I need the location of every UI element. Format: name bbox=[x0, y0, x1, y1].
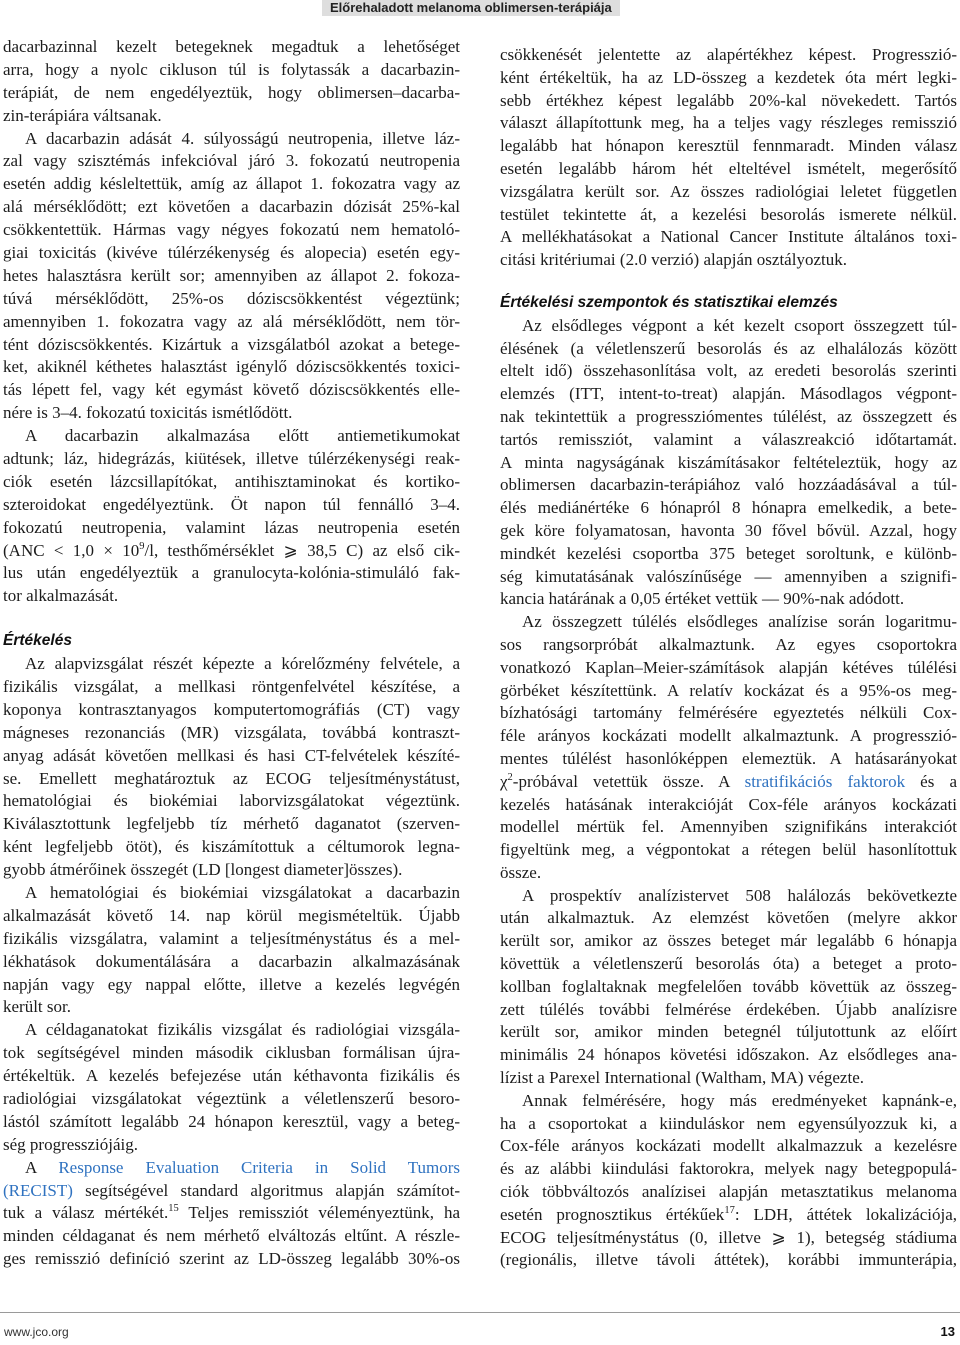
text-line: sos rangsorpróbát alkalmaztunk. Az egyes csoportokra bbox=[500, 634, 957, 654]
inline-link[interactable]: (RECIST) bbox=[3, 1180, 73, 1200]
text-line: tor alkalmazását. bbox=[3, 586, 119, 606]
text-line: ket, akiknél kéthetes halasztást igénylő dóziscsökkentés toxici- bbox=[3, 357, 460, 377]
text-run: /l, testhőmérséklet ⩾ 38,5 C) az első cik- bbox=[144, 540, 460, 560]
text-line: (regionális, illetve távoli áttétek), korábbi immunterápia, bbox=[500, 1250, 957, 1270]
text-line: ség kimutatásának valószínűsége — amennyiben a szignifi- bbox=[500, 566, 957, 586]
text-line: tás lépett fel, vagy két egymást követő dóziscsökkentés elle- bbox=[3, 380, 460, 400]
text-line: Az alapvizsgálat részét képezte a kórelőzmény felvétele, a bbox=[25, 654, 460, 674]
body-paragraph bbox=[500, 885, 957, 1090]
text-line: anyag adását követően mellkasi és hasi CT-felvételek készíté- bbox=[3, 745, 460, 765]
text-line: kezelés hatásának interakcióját Cox-féle arányos kockázati bbox=[500, 794, 957, 814]
text-line: mágneses rezonanciás (MR) vizsgálata, továbbá kontraszt- bbox=[3, 722, 460, 742]
text-line: élésének (a véletlenszerű besorolás és az elhalálozás között bbox=[500, 338, 957, 358]
text-line: A dacarbazin adását 4. súlyosságú neutropenia, illetve láz- bbox=[25, 128, 460, 148]
text-line: ciók esetén lázcsillapítókat, antihisztaminokat és kortiko- bbox=[3, 471, 460, 491]
text-line: nak tekintettük a progressziómentes túlélést, az összegzett és bbox=[500, 406, 957, 426]
text-line: amennyiben 1. fokozatra vagy az alá mérséklődött, nem tör- bbox=[3, 311, 460, 331]
text-line: elemzés (ITT, intent-to-treat) alapján. Másodlagos végpont- bbox=[500, 384, 957, 404]
text-run: tuk a válasz mértékét. bbox=[3, 1203, 169, 1223]
text-line: össze. bbox=[500, 862, 542, 882]
text-line: vonatkozó Kaplan–Meier-számítások alapján kétéves túlélési bbox=[500, 657, 957, 677]
text-line: ha a csoportokat a kiinduláskor nem egyensúlyozzuk ki, a bbox=[500, 1113, 957, 1133]
body-paragraph bbox=[500, 44, 957, 272]
text-line: adtunk; láz, hidegrázás, kiütések, illetve túlérzékenységi reak- bbox=[3, 449, 460, 469]
text-line bbox=[3, 1157, 460, 1180]
text-line: lus után engedélyeztük a granulocyta-kolónia-stimuláló fak- bbox=[3, 563, 460, 583]
text-line: ciók többváltozós analízisei alapján metasztatikus melanoma bbox=[500, 1182, 957, 1202]
body-paragraph bbox=[3, 128, 460, 426]
text-line: hetes halasztásra került sor; amennyiben az állapot 2. fokoza- bbox=[3, 265, 460, 285]
text-line: tént dóziscsökkentés. Kizártuk a vizsgálatból azokat a betege- bbox=[3, 334, 460, 354]
text-run: A bbox=[25, 1157, 59, 1177]
body-paragraph bbox=[3, 882, 460, 1019]
body-paragraph bbox=[500, 1090, 957, 1272]
text-line: citási kritériumai (2.0 verzió) alapján osztályoztuk. bbox=[500, 250, 847, 270]
text-line: modellel mértük fel. Amennyiben szignifikáns interakciót bbox=[500, 817, 957, 837]
text-line: A hematológiai és biokémiai vizsgálatokat a dacarbazin bbox=[25, 882, 460, 902]
section-heading: Értékelés bbox=[3, 632, 72, 650]
text-line: bízhatósági tartomány felmérésére egyeztetés nélküli Cox- bbox=[500, 703, 957, 723]
text-line: nére is 3–4. fokozatú toxicitás ismétlődött. bbox=[3, 403, 293, 423]
text-line: gek köre folyamatosan, havonta 30 fővel bővül. Azzal, hogy bbox=[500, 520, 957, 540]
text-run: Teljes remissziót véleményeztünk, ha bbox=[178, 1203, 460, 1223]
text-line: szteroidokat engedélyeztünk. Öt napon túl fennálló 3–4. bbox=[3, 494, 460, 514]
text-line: tartós remissziót, valamint a válaszreakció időtartamát. bbox=[500, 429, 957, 449]
text-line: került sor, amikor az összes beteget már legalább 6 hónapja bbox=[500, 931, 957, 951]
text-line: választ állapítottunk meg, ha a teljes vagy részleges remisszió bbox=[500, 113, 957, 133]
text-line: csökkenését jelentette az alapértékhez képest. Progresszió- bbox=[500, 45, 957, 64]
text-line bbox=[500, 771, 957, 794]
text-line: A dacarbazin alkalmazása előtt antiemetikumokat bbox=[25, 426, 460, 446]
text-line: A mellékhatásokat a National Cancer Institute általános toxi- bbox=[500, 227, 957, 247]
text-line: Kiválasztottunk legfeljebb tíz mérhető daganatot (szerven- bbox=[3, 814, 460, 834]
text-run: χ bbox=[500, 771, 508, 791]
section-heading: Értékelési szempontok és statisztikai elemzés bbox=[500, 293, 838, 311]
text-line: alkalmazását követő 14. nap körül megismételtük. Újabb bbox=[3, 905, 460, 925]
text-line: kancia határának a 0,05 értéket vettük — 90%-nak adódott. bbox=[500, 589, 905, 609]
text-line: fokozatú neutropenia, valamint lázas neutropenia esetén bbox=[3, 517, 460, 537]
text-line: Annak felmérésére, hogy más eredményeket kapnánk-e, bbox=[522, 1090, 957, 1110]
text-line: arra, hogy a nyolc cikluson túl is folytassák a dacarbazin- bbox=[3, 59, 460, 79]
running-header bbox=[322, 0, 620, 16]
text-line: radiológiai vizsgálatokat végeztünk a véletlenszerű besoro- bbox=[3, 1088, 460, 1108]
left-column bbox=[3, 36, 460, 1271]
body-paragraph bbox=[3, 36, 460, 128]
text-line bbox=[500, 1204, 957, 1227]
text-line: minimális 24 hónapos követési időszakon. Az elsődleges ana- bbox=[500, 1045, 957, 1065]
text-line: kollban foglaltaknak megfelelően tovább követtük az összeg- bbox=[500, 976, 957, 996]
text-line: Cox-féle arányos kockázati modellt alkalmazzuk a kezelésre bbox=[500, 1136, 957, 1156]
text-line: terápiát, de nem engedélyeztük, hogy oblimersen–dacarba- bbox=[3, 82, 460, 102]
superscript: 9 bbox=[139, 540, 145, 552]
text-line: került sor. bbox=[3, 997, 71, 1017]
text-line: ség progressziójáig. bbox=[3, 1134, 139, 1154]
text-line: követtük a véletlenszerű besorolás óta) a beteget a proto- bbox=[500, 954, 957, 974]
text-line: Az elsődleges végpont a két kezelt csoport összegzett túl- bbox=[522, 315, 957, 335]
page-number: 13 bbox=[940, 1324, 955, 1339]
text-line: élés mediánértéke 6 hónapról 8 hónapra emelkedik, a bete- bbox=[500, 498, 957, 518]
text-line: hematológiai és biokémiai laborvizsgálatokat végeztünk. bbox=[3, 791, 460, 811]
text-run: : LDH, áttétek lokalizációja, bbox=[734, 1204, 958, 1224]
text-line: oblimersen dacarbazin-terápiához való hozzáadásával a túl- bbox=[500, 475, 957, 495]
body-paragraph bbox=[3, 1019, 460, 1156]
text-line: figyeltünk meg, a végpontokat a rétegen belül hasonlítottuk bbox=[500, 840, 957, 860]
text-line bbox=[3, 1180, 460, 1203]
text-line: zin-terápiára váltsanak. bbox=[3, 105, 162, 125]
text-line: napján vagy egy nappal előtte, illetve a kezelés legvégén bbox=[3, 974, 460, 994]
running-title: Előrehaladott melanoma oblimersen-terápiája bbox=[330, 0, 612, 15]
text-line: sebb értékhez képest legalább 20%-kal növekedett. Tartós bbox=[500, 90, 957, 110]
text-line: A prospektív analízistervet 508 halálozás bekövetkezte bbox=[522, 885, 957, 905]
text-line: se. Emellett meghatároztuk az ECOG teljesítménystátust, bbox=[3, 768, 460, 788]
footer-divider bbox=[0, 1312, 960, 1313]
superscript: 15 bbox=[168, 1203, 179, 1215]
text-line: értékeltük. A kezelés befejezése után kéthavonta fizikális és bbox=[3, 1066, 460, 1086]
inline-link[interactable]: Response Evaluation Criteria in Solid Tumors bbox=[58, 1157, 460, 1177]
text-line: tok segítségével minden második ciklusban formálisan újra- bbox=[3, 1043, 460, 1063]
text-line: legalább hat hónapon keresztül fennmaradt. Minden válasz bbox=[500, 136, 957, 156]
inline-link[interactable]: stratifikációs faktorok bbox=[744, 771, 906, 791]
text-line: ECOG teljesítménystátus (0, illetve ⩾ 1), betegség stádiuma bbox=[500, 1227, 957, 1247]
text-line: után alkalmaztuk. Az elemzést követően (melyre akkor bbox=[500, 908, 957, 928]
text-line: giai toxicitás (kivéve túlérzékenység és alopecia) esetén egy- bbox=[3, 243, 460, 263]
text-line: A céldaganatokat fizikális vizsgálat és radiológiai vizsgála- bbox=[25, 1020, 460, 1040]
text-line: lízist a Parexel International (Waltham, MA) végezte. bbox=[500, 1068, 864, 1088]
text-line: ges remisszió definíció szerint az LD-összeg legalább 30%-os bbox=[3, 1249, 460, 1269]
text-line: ként értékeltük, ha az LD-összeg a kezdetek óta mért legki- bbox=[500, 67, 957, 87]
text-line bbox=[3, 1202, 460, 1225]
text-run: segítségével standard algoritmus alapján számítot- bbox=[72, 1180, 460, 1200]
text-line: túvá mérséklődött, 25%-os dóziscsökkentést végeztünk; bbox=[3, 288, 460, 308]
text-line: zett túlélés további felmérése érdekében. Újabb analízisre bbox=[500, 999, 957, 1019]
text-line: görbéket készítettünk. A relatív kockázat és a 95%-os meg- bbox=[500, 680, 957, 700]
text-line: fizikális vizsgálat, a mellkasi röntgenfelvétel készítése, a bbox=[3, 676, 460, 696]
text-line: dacarbazinnal kezelt betegeknek megadtuk a lehetőséget bbox=[3, 37, 460, 56]
text-line: csökkentettük. Hármas vagy négyes fokozatú nem hematoló- bbox=[3, 220, 460, 240]
text-line: féle arányos kockázati modellt alkalmaztunk. A progresszió- bbox=[500, 726, 957, 746]
journal-url: www.jco.org bbox=[4, 1325, 69, 1339]
text-line: vizsgálatra került sor. Az összes radiológiai leletet független bbox=[500, 181, 957, 201]
text-run: -próbával vetettük össze. A bbox=[512, 771, 745, 791]
text-line: és az alábbi kiindulási faktorokra, melyek nagy betegpopulá- bbox=[500, 1159, 957, 1179]
text-line: esetén addig késleltettük, amíg az állapot 1. fokozatra vagy az bbox=[3, 174, 460, 194]
text-line: minden céldaganat és nem mérhető elváltozás eltűnt. A részle- bbox=[3, 1226, 460, 1246]
right-column bbox=[500, 44, 957, 1272]
text-line: mindkét kezelési csoportba 375 beteget soroltunk, e különb- bbox=[500, 543, 957, 563]
text-line: mentes túlélést hasonlóképpen elemeztük. A hatásarányokat bbox=[500, 748, 957, 768]
text-line: került sor, amikor minden betegnél túljutottunk az előírt bbox=[500, 1022, 957, 1042]
text-line: testület tekintette át, a kezelési besorolás ismerete nélkül. bbox=[500, 204, 957, 224]
text-line: gyobb átmérőinek összegét (LD [longest diameter]összes). bbox=[3, 860, 403, 880]
body-paragraph bbox=[3, 653, 460, 882]
superscript: 2 bbox=[507, 771, 513, 783]
text-line: lástól számított legalább 24 hónapon keresztül, vagy a beteg- bbox=[3, 1111, 460, 1131]
text-line: koponya kontrasztanyagos komputertomográfiás (CT) vagy bbox=[3, 699, 460, 719]
text-line: zal vagy szisztémás infekcióval járó 3. fokozatú neutropenia bbox=[3, 151, 460, 171]
text-line: Az összegzett túlélés elsődleges analízise során logaritmu- bbox=[522, 612, 957, 632]
text-line: ként legfeljebb ötöt), és kiszámítottuk a céltumorok legna- bbox=[3, 837, 460, 857]
text-line: eltelt idő) összehasonlítása volt, az eredeti besorolás szerinti bbox=[500, 361, 957, 381]
text-line: lékhatások dokumentálására a dacarbazin alkalmazásának bbox=[3, 951, 460, 971]
body-paragraph bbox=[3, 1157, 460, 1271]
body-paragraph bbox=[500, 315, 957, 611]
body-paragraph bbox=[3, 425, 460, 608]
text-line bbox=[3, 540, 460, 563]
text-run: és a bbox=[905, 771, 957, 791]
text-run: (ANC < 1,0 × 10 bbox=[3, 540, 140, 560]
body-paragraph bbox=[500, 611, 957, 885]
text-line: alá mérséklődött; ezt követően a dacarbazin dózisát 25%-kal bbox=[3, 197, 460, 217]
text-line: fizikális vizsgálatra, valamint a teljesítménystátus és a mel- bbox=[3, 928, 460, 948]
text-line: esetén legalább három hét elteltével ismételt, megerősítő bbox=[500, 158, 957, 178]
text-run: esetén prognosztikus értékűek bbox=[500, 1204, 725, 1224]
superscript: 17 bbox=[724, 1204, 735, 1216]
text-line: A minta nagyságának kiszámításakor feltételeztük, hogy az bbox=[500, 452, 957, 472]
